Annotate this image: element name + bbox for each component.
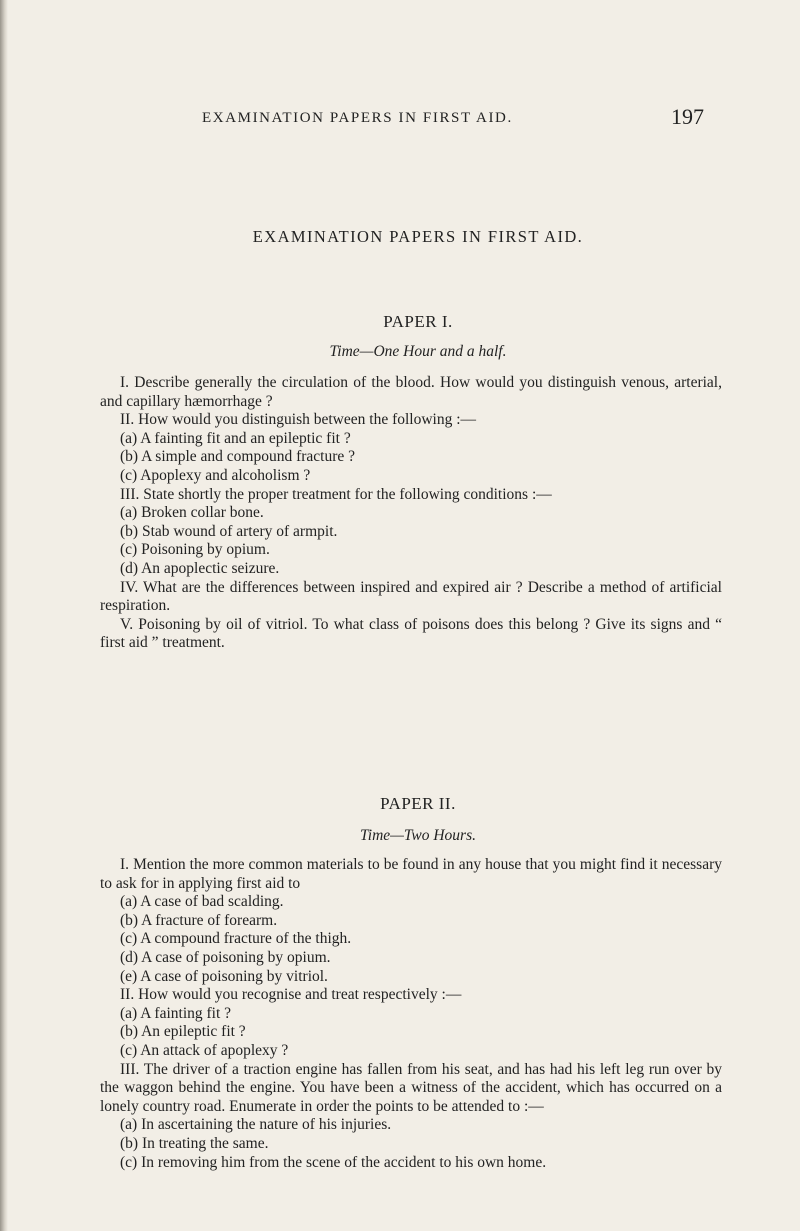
list-item: (b) A simple and compound fracture ? [120,448,356,466]
question-p2-3: III. The driver of a traction engine has fallen from his seat, and has had his left leg run over by the waggon behind the engine. You have been a witness of the accident, which has occurred on a lonely country road. Enumerate in order the points to be attended to :— [100,1060,722,1115]
question-p1-2: II. How would you distinguish between the following :— [120,411,477,429]
list-item: (a) Broken collar bone. [120,504,264,522]
paper-1-heading: PAPER I. [383,312,453,331]
paper-2-questions [100,856,722,1172]
list-item: (c) A compound fracture of the thigh. [120,930,352,948]
list-item: (c) An attack of apoplexy ? [120,1041,289,1059]
list-item: (c) In removing him from the scene of the accident to his own home. [120,1153,547,1171]
list-item: (d) An apoplectic seizure. [120,559,280,577]
paper-1-questions [100,374,722,653]
list-item: (a) In ascertaining the nature of his injuries. [120,1116,392,1134]
question-p1-5: V. Poisoning by oil of vitriol. To what class of poisons does this belong ? Give its signs and “ first aid ” treatment. [100,615,722,652]
paper-2-heading: PAPER II. [380,794,456,813]
question-p1-3: III. State shortly the proper treatment for the following conditions :— [120,485,552,503]
list-item: (a) A fainting fit and an epileptic fit ? [120,429,351,447]
book-spine-shadow [0,0,8,1231]
list-item: (b) An epileptic fit ? [120,1023,246,1041]
paper-1-time: Time—One Hour and a half. [329,343,507,360]
list-item: (c) Poisoning by opium. [120,541,270,559]
list-item: (b) Stab wound of artery of armpit. [120,522,338,540]
question-p1-4: IV. What are the differences between inspired and expired air ? Describe a method of artificial respiration. [100,578,722,615]
page-number: 197 [671,104,704,129]
paper-2-time: Time—Two Hours. [360,827,476,844]
running-head [0,104,800,134]
list-item: (b) A fracture of forearm. [120,911,278,929]
list-item: (d) A case of poisoning by opium. [120,948,331,966]
page-title: EXAMINATION PAPERS IN FIRST AID. [252,227,584,246]
question-p1-1: I. Describe generally the circulation of the blood. How would you distinguish venous, arterial, and capillary hæmorrhage ? [100,374,722,410]
list-item: (e) A case of poisoning by vitriol. [120,967,328,985]
list-item: (c) Apoplexy and alcoholism ? [120,466,311,484]
list-item: (a) A case of bad scalding. [120,893,284,911]
list-item: (b) In treating the same. [120,1134,269,1152]
running-head-title: EXAMINATION PAPERS IN FIRST AID. [202,110,513,126]
question-p2-2: II. How would you recognise and treat respectively :— [120,986,462,1004]
list-item: (a) A fainting fit ? [120,1004,232,1022]
question-p2-1: I. Mention the more common materials to be found in any house that you might find it necessary to ask for in applying first aid to [100,856,722,892]
